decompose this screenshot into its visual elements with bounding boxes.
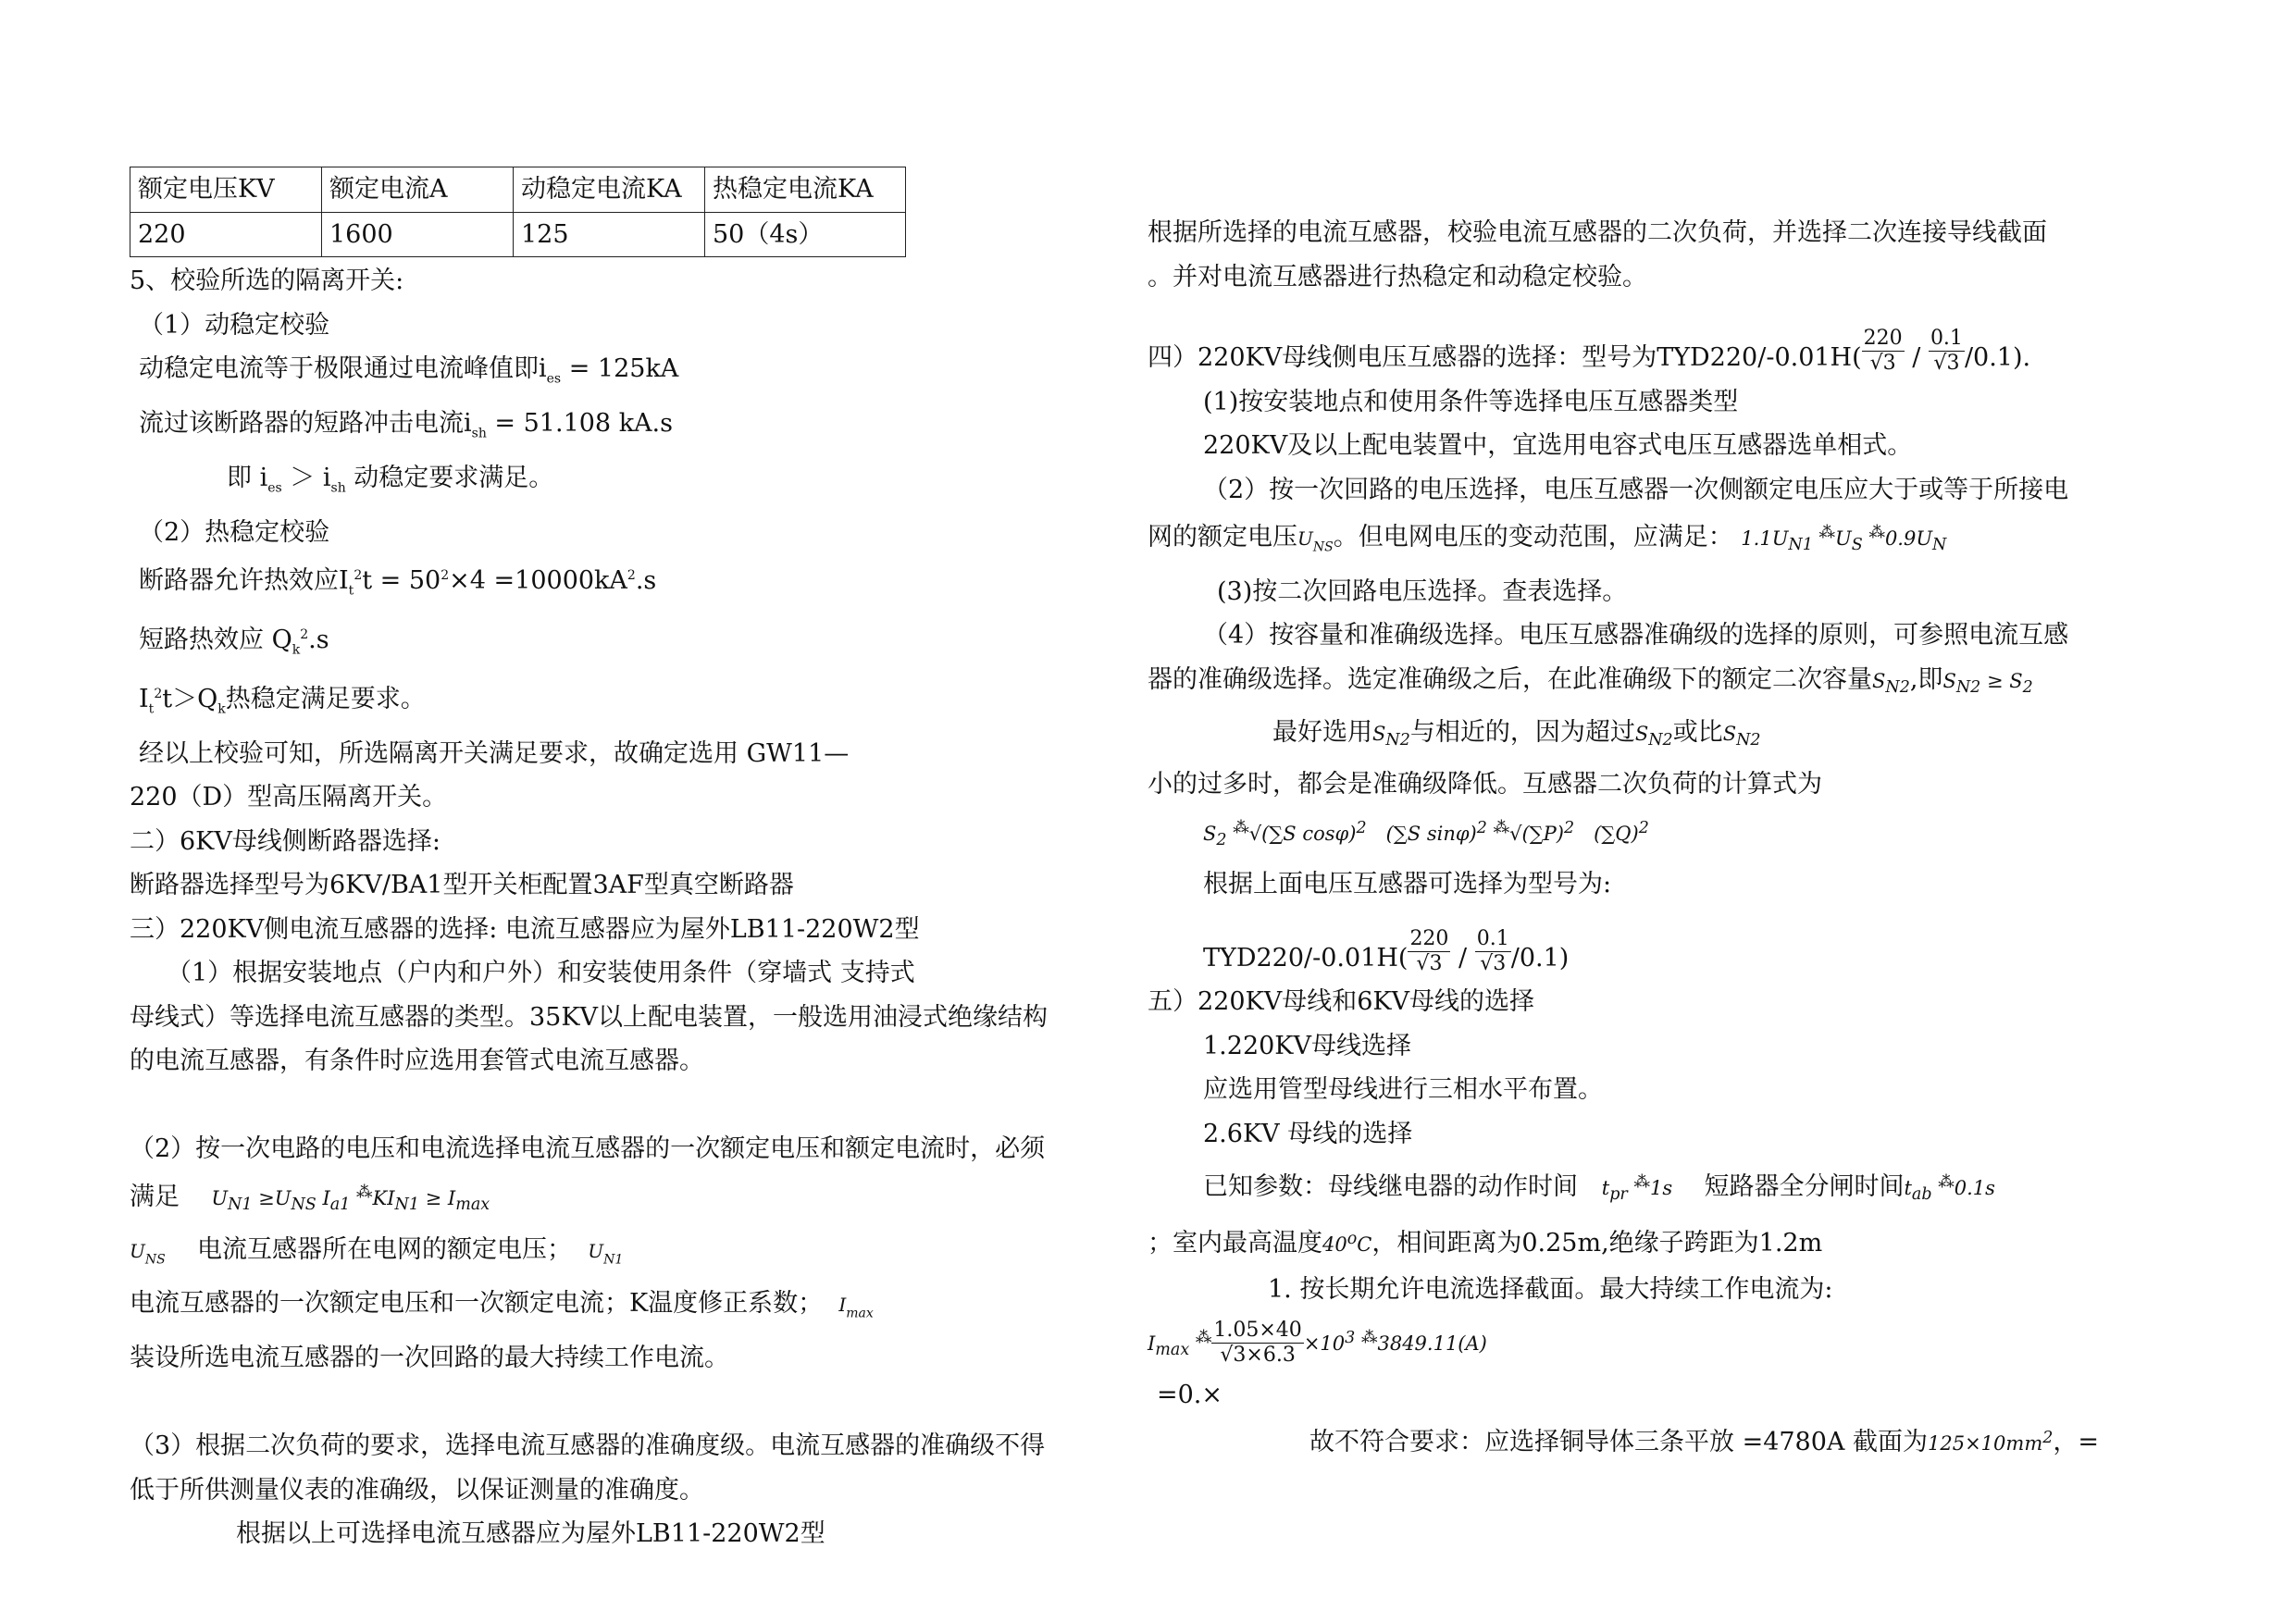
right-column (1148, 211, 2156, 1467)
text-line: 流过该断路器的短路冲击电流$i_{sh} = 51.108$ kA.s (139, 408, 673, 441)
text-line: （3）根据二次负荷的要求，选择电流互感器的准确度级。电流互感器的准确级不得 (130, 1431, 1046, 1461)
text-line: 动稳定电流等于极限通过电流峰值即$i_{es} = 125kA$ (139, 354, 679, 387)
text-line: ；室内最高温度40$^o$C，相间距离为0.25m,绝缘子跨距为1.2m (1148, 1229, 1823, 1258)
text-line: (3)按二次回路电压选择。查表选择。 (1217, 576, 1628, 606)
subsection-heading: （2）热稳定校验 (139, 517, 330, 547)
subsection-heading: （1）动稳定校验 (139, 310, 330, 340)
fraction: $\frac{0.1}{√3}$ (1930, 327, 1963, 375)
text-line: （2）按一次回路的电压选择，电压互感器一次侧额定电压应大于或等于所接电 (1203, 475, 2069, 504)
text-line: 应选用管型母线进行三相水平布置。 (1203, 1075, 1603, 1105)
formula: $U_{N1} \ge U_{NS}$ $I_{a1}$ $^⁂KI_{N1} \ge I_{max}$ (211, 1183, 490, 1215)
text-line: $I_t^2t>Q_k$热稳定满足要求。 (139, 684, 426, 717)
table-row (130, 212, 906, 257)
table-cell: 220 (130, 212, 322, 257)
text-line: (1)按安装地点和使用条件等选择电压互感器类型 (1203, 387, 1739, 416)
text-line: （2）按一次电路的电压和电流选择电流互感器的一次额定电压和额定电流时，必须 (130, 1134, 1046, 1164)
section-heading: 四）220KV母线侧电压互感器的选择：型号为TYD220/-0.01H( $\frac{220}{√3}$ / $\frac{0.1}{√3}$ /0.1). (1148, 327, 2031, 375)
text-line: （4）按容量和准确级选择。电压互感器准确级的选择的原则，可参照电流互感 (1203, 621, 2069, 650)
text-line: 根据所选择的电流互感器，校验电流互感器的二次负荷，并选择二次连接导线截面 (1148, 218, 2047, 247)
text-line: =0.× (1157, 1380, 1223, 1409)
text-line: 已知参数：母线继电器的动作时间 $t_{pr}$ ⁂1s 短路器全分闸时间$t_{ab}$ ⁂0.1s (1203, 1172, 1995, 1205)
section-heading: 五）220KV母线和6KV母线的选择 (1148, 987, 1535, 1017)
table-header-cell: 动稳定电流KA (514, 167, 705, 213)
text-line: $U_{NS}$ 电流互感器所在电网的额定电压； $U_{N1}$ (130, 1234, 624, 1267)
text-line: 器的准确级选择。选定准确级之后，在此准确级下的额定二次容量$S_{N2}$,即$S_{N2} \ge S_2$ (1148, 664, 2033, 698)
section-heading: 二）6KV母线侧断路器选择: (130, 826, 441, 856)
formula-line (1148, 807, 2156, 863)
text-line: （1）根据安装地点（户内和户外）和安装使用条件（穿墙式 支持式 (167, 959, 915, 988)
text-line: 故不符合要求：应选择铜导体三条平放 =4780A 截面为$125\times 10mm^2$，= (1309, 1428, 2099, 1457)
rating-table (130, 167, 906, 257)
fraction: $\frac{1.05\times 40}{√3\times 6.3}$ (1213, 1319, 1302, 1368)
text-line: 短路热效应 $Q_k^2.s$ (139, 626, 329, 658)
subsection-heading: 2.6KV 母线的选择 (1203, 1119, 1413, 1148)
text-line: 1. 按长期允许电流选择截面。最大持续工作电流为: (1268, 1274, 1833, 1304)
text-line: 低于所供测量仪表的准确级，以保证测量的准确度。 (130, 1475, 704, 1505)
table-cell: 125 (514, 212, 705, 257)
table-cell: 50（4s） (705, 212, 906, 257)
left-column (130, 167, 1138, 1556)
text-line: 断路器选择型号为6KV/BA1型开关柜配置3AF型真空断路器 (130, 871, 794, 900)
subsection-heading: 1.220KV母线选择 (1203, 1031, 1411, 1060)
fraction: $\frac{220}{√3}$ (1863, 327, 1903, 375)
table-header-cell: 热稳定电流KA (705, 167, 906, 213)
text-line: 即 $i_{es} > i_{sh}$ 动稳定要求满足。 (227, 463, 554, 496)
fraction: $\frac{220}{√3}$ (1409, 926, 1449, 975)
text-line: 母线式）等选择电流互感器的类型。35KV以上配电装置，一般选用油浸式绝缘结构 (130, 1002, 1049, 1032)
table-header-row (130, 167, 906, 213)
text-line: 网的额定电压$U_{NS}$。但电网电压的变动范围，应满足： $1.1U_{N1}$ $^⁂U_S$ $^⁂0.9U_N$ (1148, 523, 1947, 555)
formula-line: $I_{max}$ ⁂ $\frac{1.05\times 40}{√3\times 6.3}$ $\times 10^3$ ⁂3849.11(A) (1148, 1319, 1487, 1368)
text-line: 小的过多时，都会是准确级降低。互感器二次负荷的计算式为 (1148, 770, 1822, 799)
section-heading: 三）220KV侧电流互感器的选择: 电流互感器应为屋外LB11-220W2型 (130, 914, 920, 944)
text-line: 根据上面电压互感器可选择为型号为: (1203, 870, 1612, 899)
text-line: TYD220/-0.01H( $\frac{220}{√3}$ / $\frac{0.1}{√3}$ /0.1) (1203, 926, 1570, 975)
text-line: 220KV及以上配电装置中，宜选用电容式电压互感器选单相式。 (1203, 431, 1913, 460)
fraction: $\frac{0.1}{√3}$ (1476, 926, 1509, 975)
table-header-cell: 额定电流A (322, 167, 514, 213)
section-heading: 5、校验所选的隔离开关: (130, 266, 404, 295)
formula: $1.1U_{N1}$ $^⁂U_S$ $^⁂0.9U_N$ (1741, 524, 1947, 555)
table-cell: 1600 (322, 212, 514, 257)
text-line: 经以上校验可知，所选隔离开关满足要求，故确定选用 GW11— (139, 738, 850, 768)
text-line: 。并对电流互感器进行热稳定和动稳定校验。 (1148, 262, 1647, 291)
text-line: 根据以上可选择电流互感器应为屋外LB11-220W2型 (236, 1519, 825, 1549)
text-line: 装设所选电流互感器的一次回路的最大持续工作电流。 (130, 1344, 729, 1373)
formula: $S_2$ ⁂√(∑S cosφ)$^2$ (∑S sinφ)$^2$ $^⁂√(\sum P)^2$ $(\sum Q)^2$ (1203, 818, 1649, 849)
text-line: 的电流互感器，有条件时应选用套管式电流互感器。 (130, 1047, 704, 1076)
text-line: 断路器允许热效应$I_t^2t = 50^2\times 4 =10000kA^2.s$ (139, 566, 657, 599)
text-line: 最好选用$S_{N2}$与相近的，因为超过$S_{N2}$或比$S_{N2}$ (1272, 717, 1761, 750)
formula-line: 满足 $U_{N1} \ge U_{NS}$ $I_{a1}$ $^⁂KI_{N1} \ge I_{max}$ (130, 1182, 490, 1215)
text-line: 220（D）型高压隔离开关。 (130, 783, 448, 812)
text-line: 电流互感器的一次额定电压和一次额定电流；K温度修正系数； $I_{max}$ (130, 1289, 874, 1321)
table-header-cell: 额定电压KV (130, 167, 322, 213)
